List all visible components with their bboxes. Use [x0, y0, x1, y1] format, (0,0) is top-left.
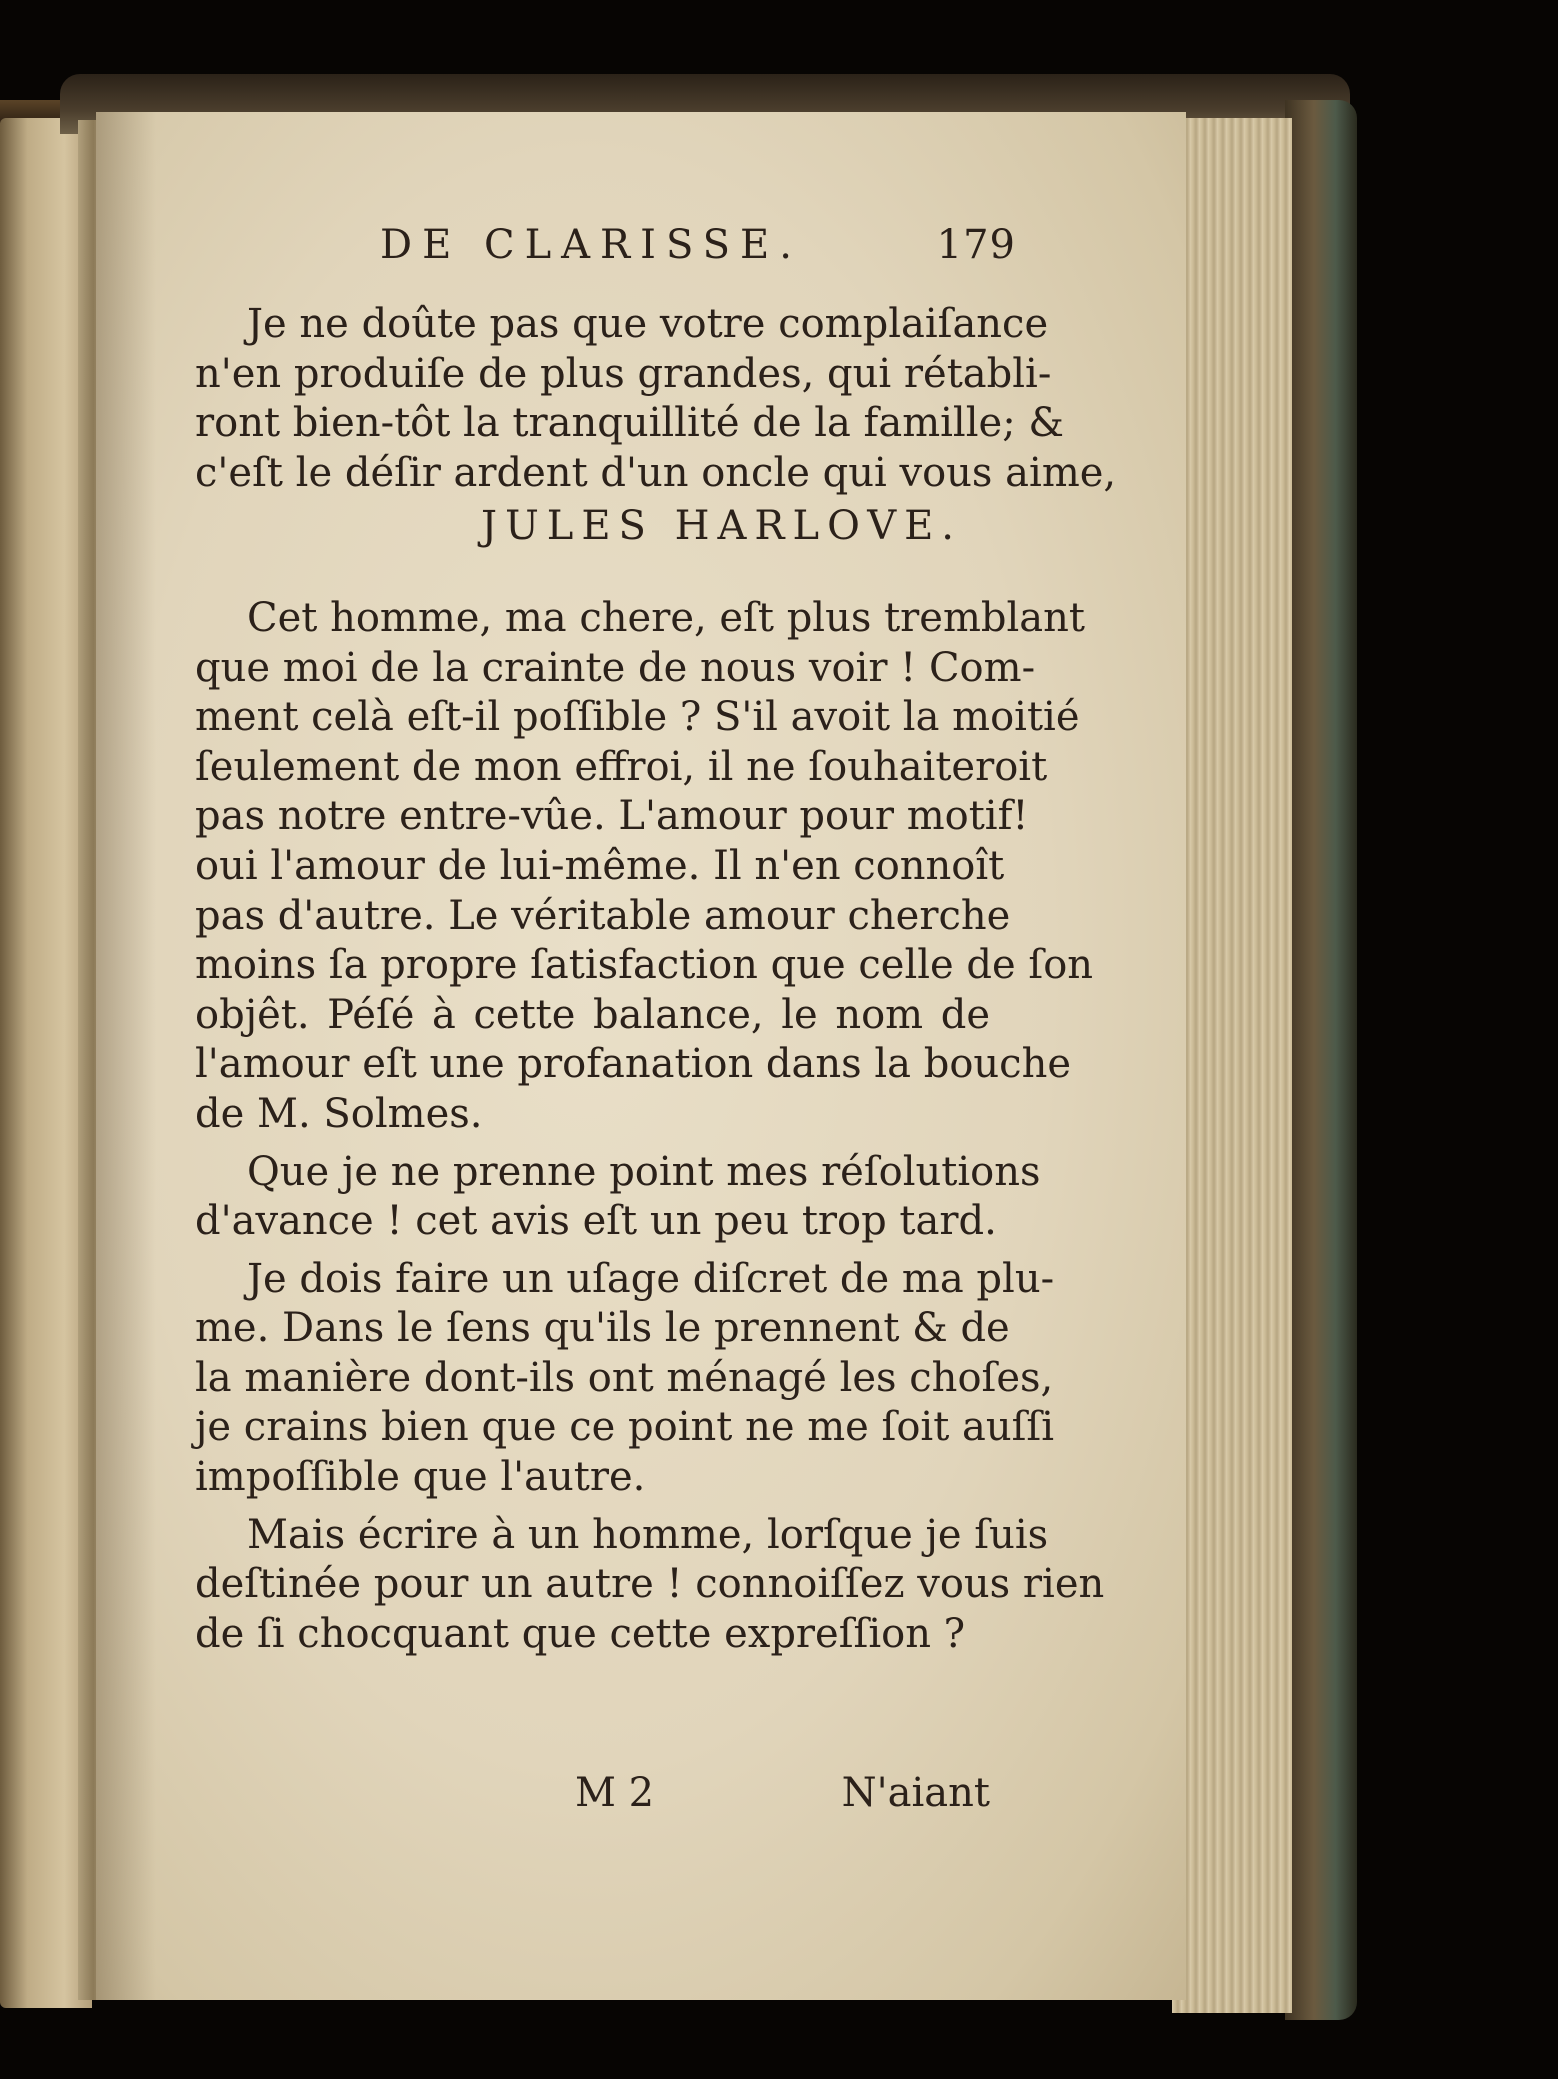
text-line: Mais écrire à un homme, lorſque je ſuis — [247, 1511, 1049, 1558]
text-line: Cet homme, ma chere, eſt plus tremblant — [247, 594, 1085, 641]
text-line: objêt. Péſé à cette balance, le nom de — [195, 991, 990, 1038]
running-head-title: DE CLARISSE. — [380, 222, 802, 268]
right-cover — [1285, 100, 1357, 2020]
catchword: N'aiant — [841, 1770, 990, 1816]
text-line: Je ne doûte pas que votre complaiſance — [247, 301, 1049, 347]
text-line: d'avance ! cet avis eſt un peu trop tard. — [195, 1198, 997, 1245]
page-body — [195, 300, 1117, 1659]
text-line: je crains bien que ce point ne me ſoit auſſi — [195, 1404, 1055, 1451]
text-line: deſtinée pour un autre ! connoiſſez vous rien — [195, 1561, 1105, 1608]
running-head — [380, 222, 1020, 278]
page-number: 179 — [936, 222, 1016, 268]
text-line: l'amour eſt une profanation dans la bouche — [195, 1041, 1072, 1088]
text-line: oui l'amour de lui-même. Il n'en connoît — [195, 842, 1005, 889]
text-line: la manière dont-ils ont ménagé les choſes, — [195, 1354, 1054, 1401]
text-line: ront bien-tôt la tranquillité de la famille; & — [195, 400, 1064, 447]
text-line: que moi de la crainte de nous voir ! Com- — [195, 644, 1036, 691]
text-line: Que je ne prenne point mes réſolutions — [247, 1148, 1041, 1195]
text-line: ment celà eſt-il poſſible ? S'il avoit la moitié — [195, 694, 1080, 741]
letter-signature: JULES HARLOVE. — [481, 503, 962, 550]
text-line: de ſi chocquant que cette expreſſion ? — [195, 1610, 966, 1657]
text-line: pas d'autre. Le véritable amour cherche — [195, 892, 1011, 939]
text-line: n'en produiſe de plus grandes, qui rétabli- — [195, 350, 1052, 397]
text-line: de M. Solmes. — [195, 1090, 483, 1137]
text-line: me. Dans le ſens qu'ils le prennent & de — [195, 1305, 1010, 1352]
page-fore-edge — [1172, 118, 1292, 2013]
signature-mark: M 2 — [575, 1770, 655, 1816]
text-line: moins ſa propre ſatisfaction que celle de ſon — [195, 942, 1094, 989]
text-line: c'eſt le déſir ardent d'un oncle qui vous aime, — [195, 449, 1117, 496]
text-line: impoſſible que l'autre. — [195, 1454, 646, 1501]
text-line: ſeulement de mon effroi, il ne ſouhaiteroit — [195, 743, 1048, 790]
text-line: pas notre entre-vûe. L'amour pour motif! — [195, 793, 1029, 840]
page-footer — [195, 1770, 990, 1830]
gutter-shadow — [96, 112, 156, 2000]
text-line: Je dois faire un uſage diſcret de ma plu- — [247, 1255, 1055, 1302]
